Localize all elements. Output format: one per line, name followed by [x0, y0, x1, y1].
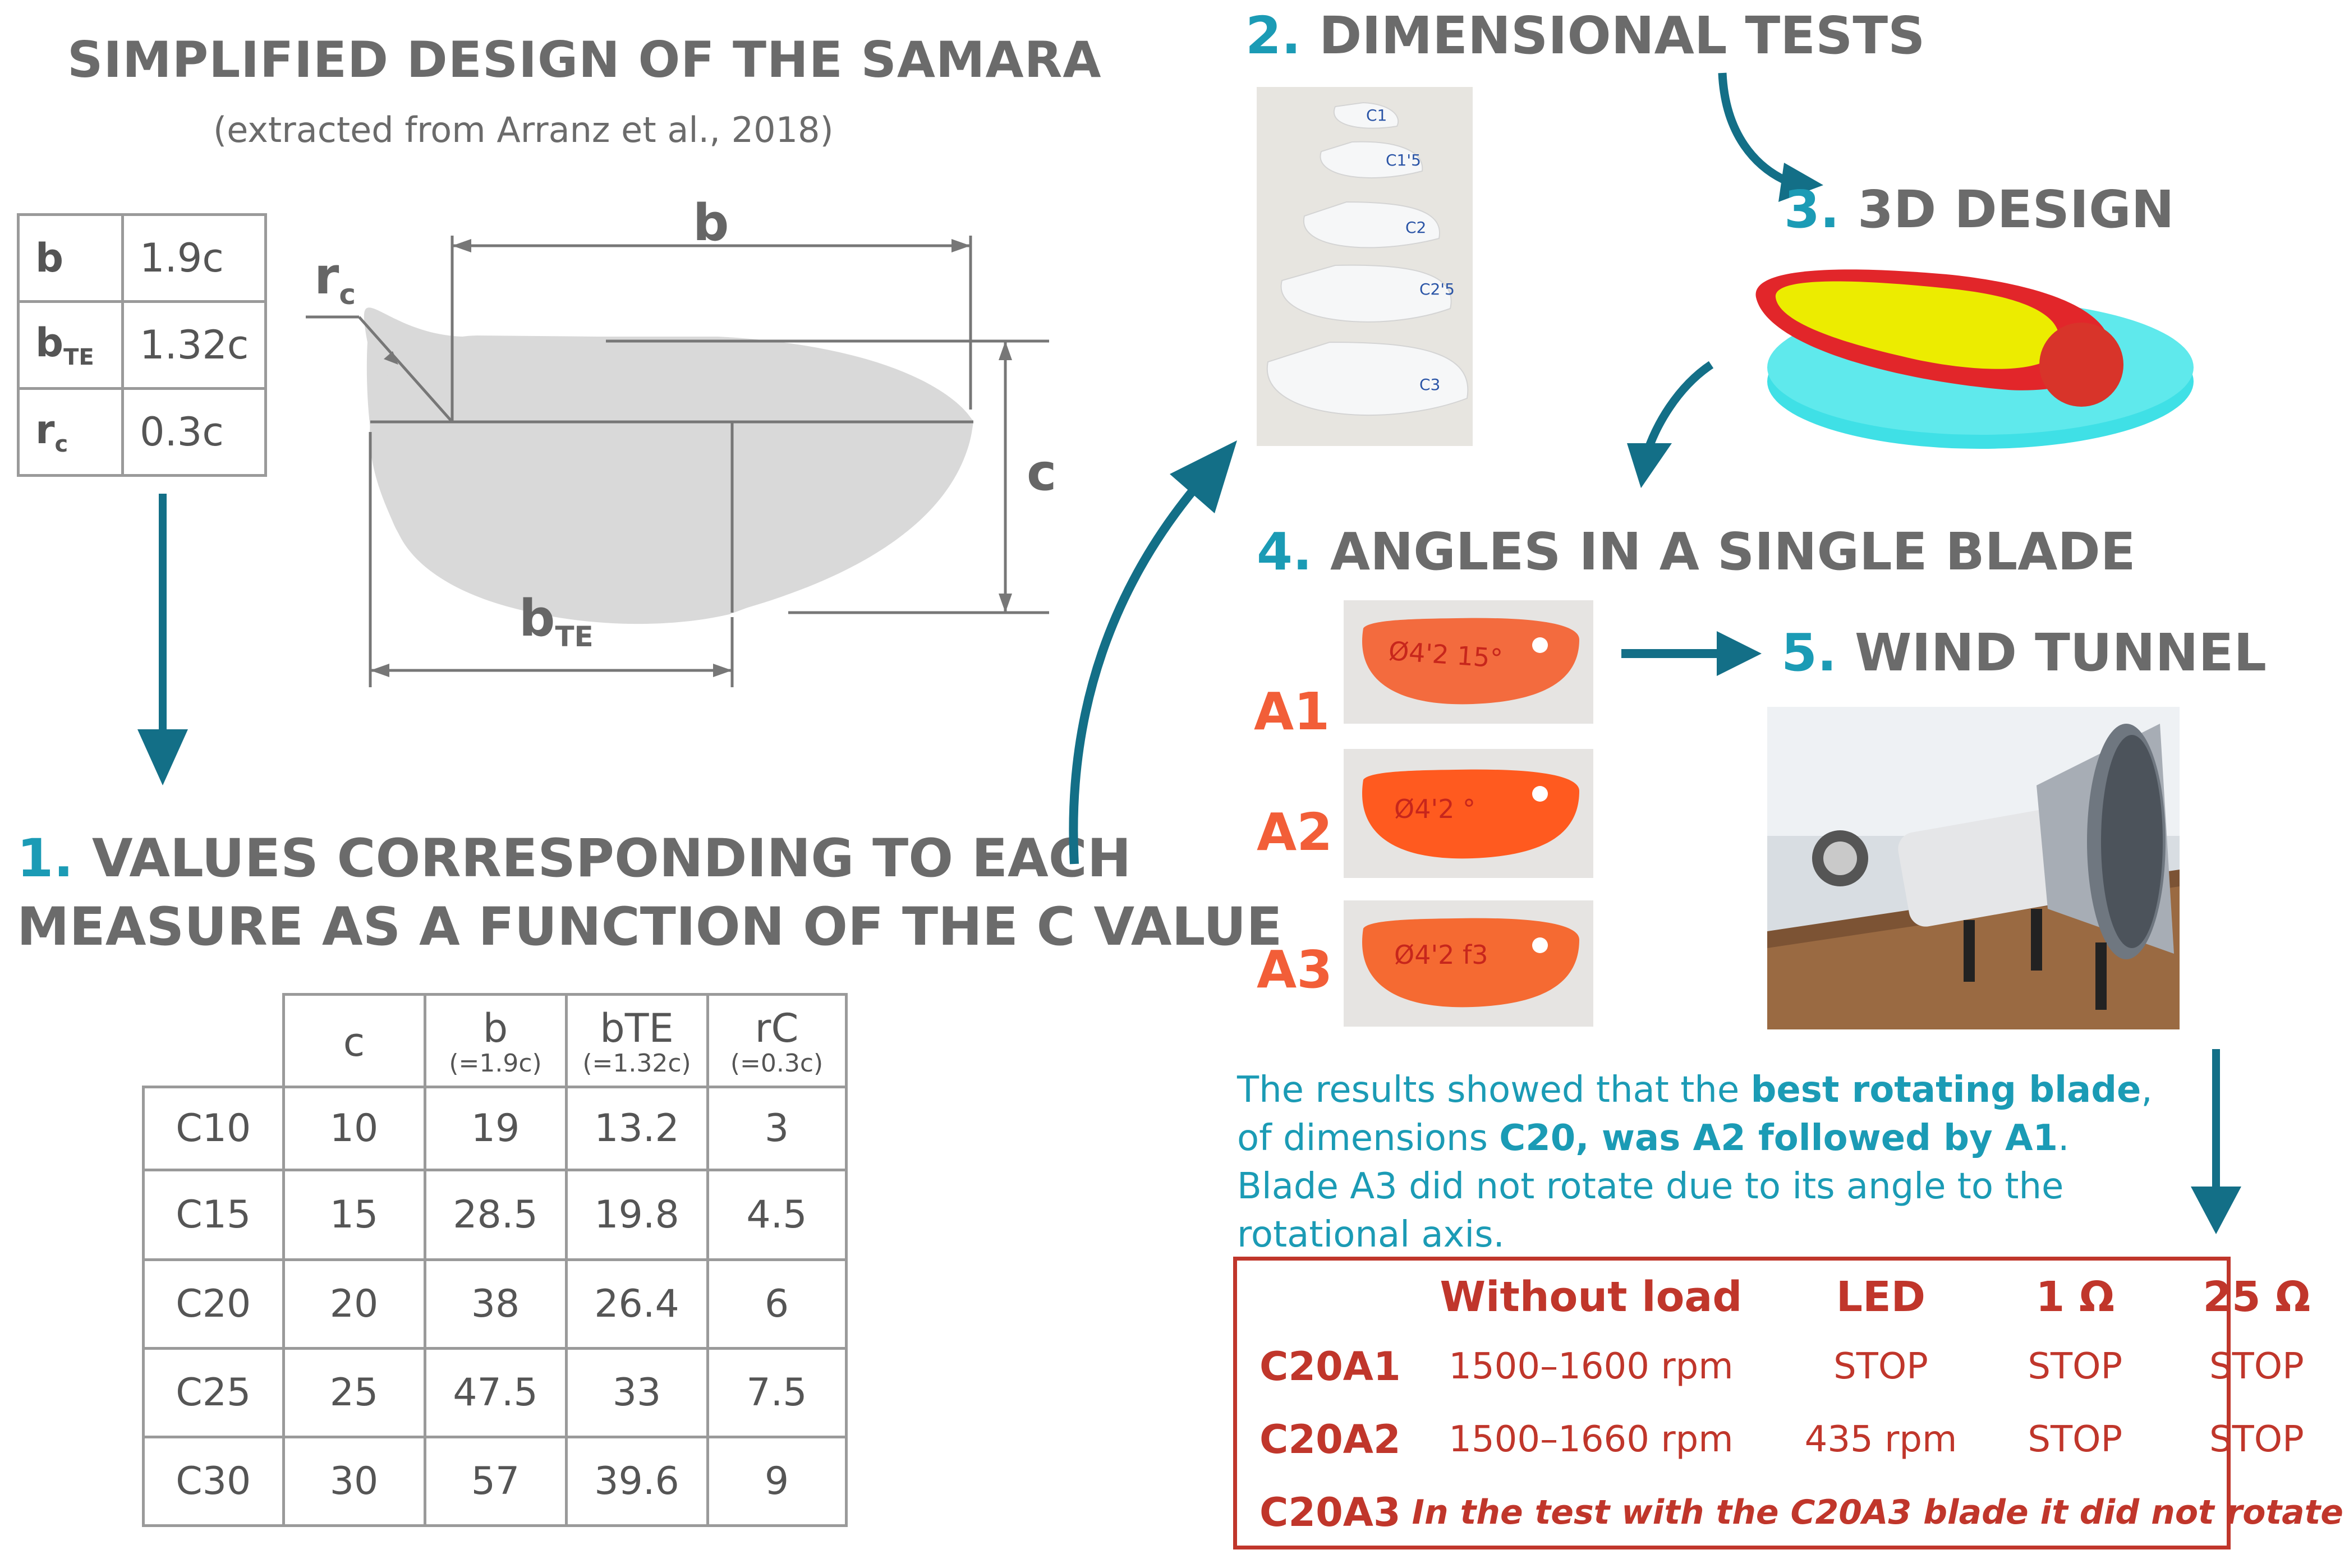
cell: 19.8 [566, 1170, 707, 1260]
row-label: C15 [144, 1170, 284, 1260]
samara-cutouts [1257, 87, 1473, 446]
step2-title: 2. DIMENSIONAL TESTS [1245, 6, 1925, 66]
header-rc: rC (=0.3c) [707, 995, 846, 1087]
results-row-label: C20A3 [1259, 1489, 1401, 1535]
row-label: C20 [144, 1260, 284, 1349]
header-c: c [283, 995, 425, 1087]
cell: 20 [283, 1260, 425, 1349]
blade-ink: Ø4'2 f3 [1394, 940, 1488, 970]
results-row [1237, 1330, 2349, 1403]
results-cell: STOP [2028, 1346, 2123, 1387]
cell: 39.6 [566, 1437, 707, 1526]
blade-label-a3: A3 [1257, 940, 1333, 1000]
cell: 4.5 [707, 1170, 846, 1260]
table-row [144, 1170, 847, 1260]
results-header-blank [1237, 1264, 1406, 1330]
table-row [144, 1349, 847, 1437]
blade-photo-a1 [1344, 600, 1593, 724]
cutout-label: C2 [1405, 218, 1427, 237]
cell: 15 [283, 1170, 425, 1260]
samara-diagram [292, 191, 1088, 696]
results-cell: STOP [2209, 1346, 2304, 1387]
cutout-label: C2'5 [1419, 280, 1455, 298]
label-rc: $r_c$ [314, 247, 356, 311]
cell: 25 [283, 1349, 425, 1437]
results-cell: STOP [2028, 1419, 2123, 1460]
cell: 26.4 [566, 1260, 707, 1349]
results-box [1233, 1257, 2343, 1549]
step1-title: 1. VALUES CORRESPONDING TO EACH MEASURE AS A FUNCTION OF THE C VALUE [17, 828, 1282, 958]
cell: 19 [425, 1087, 566, 1170]
dimensional-tests-photo [1257, 87, 1473, 446]
results-row-label: C20A1 [1259, 1344, 1401, 1390]
design-source: (extracted from Arranz et al., 2018) [213, 109, 834, 150]
ratio-row [19, 389, 266, 476]
ratio-key: $b_{TE}$ [19, 302, 123, 389]
table-row [144, 1260, 847, 1349]
label-bte: $b_{TE}$ [519, 589, 594, 653]
results-cell: STOP [1833, 1346, 1928, 1387]
cell: 10 [283, 1087, 425, 1170]
table-row [144, 1087, 847, 1170]
cutout-label: C1'5 [1386, 151, 1421, 169]
label-c: c [1027, 443, 1057, 502]
3d-design-render [1717, 264, 2199, 477]
results-header: 1 Ω [2035, 1273, 2114, 1321]
ratio-value: 1.9c [123, 215, 266, 302]
wind-tunnel-photo [1767, 707, 2180, 1029]
ratio-value: 0.3c [123, 389, 266, 476]
blade-ink: Ø4'2 15° [1387, 635, 1504, 674]
results-cell: 1500–1600 rpm [1449, 1346, 1734, 1387]
results-header: Without load [1440, 1273, 1743, 1321]
row-label: C10 [144, 1087, 284, 1170]
table-row [144, 1437, 847, 1526]
results-cell: STOP [2209, 1419, 2304, 1460]
cell: 57 [425, 1437, 566, 1526]
header-bte: bTE (=1.32c) [566, 995, 707, 1087]
ratio-table [17, 213, 267, 477]
results-row-label: C20A2 [1259, 1417, 1401, 1463]
blade-label-a1: A1 [1254, 682, 1330, 742]
design-title: SIMPLIFIED DESIGN OF THE SAMARA [67, 31, 1102, 89]
ratio-key: $r_c$ [19, 389, 123, 476]
header-blank [144, 995, 284, 1087]
cutout-label: C3 [1419, 375, 1441, 394]
blade-photo-a2 [1344, 749, 1593, 878]
ratio-key: b [19, 215, 123, 302]
cell: 6 [707, 1260, 846, 1349]
cutout-label: C1 [1366, 106, 1387, 125]
results-header-row [1237, 1264, 2349, 1330]
cell: 30 [283, 1437, 425, 1526]
results-header: 25 Ω [2203, 1273, 2311, 1321]
cell: 47.5 [425, 1349, 566, 1437]
results-text: The results showed that the best rotating blade, of dimensions C20, was A2 followed by A1. Blade A3 did not rotate due to its angle to the rotational axis. [1237, 1069, 2153, 1256]
blade-ink: Ø4'2 ° [1394, 794, 1476, 824]
arrow-curve-up [1055, 426, 1268, 875]
ratio-row [19, 302, 266, 389]
row-label: C30 [144, 1437, 284, 1526]
results-cell: 1500–1660 rpm [1449, 1419, 1734, 1460]
header-b: b (=1.9c) [425, 995, 566, 1087]
results-cell: 435 rpm [1804, 1419, 1957, 1460]
ratio-value: 1.32c [123, 302, 266, 389]
blade-photo-a3 [1344, 900, 1593, 1027]
cell: 28.5 [425, 1170, 566, 1260]
cell: 7.5 [707, 1349, 846, 1437]
row-label: C25 [144, 1349, 284, 1437]
ratio-row [19, 215, 266, 302]
arrow-3-to-4 [1616, 359, 1717, 494]
values-header-row [144, 995, 847, 1087]
results-row [1237, 1403, 2349, 1476]
step4-title: 4. ANGLES IN A SINGLE BLADE [1257, 522, 2136, 582]
step3-title: 3. 3D DESIGN [1784, 180, 2175, 240]
results-header: LED [1836, 1273, 1926, 1321]
label-b: b [693, 194, 729, 252]
step5-title: 5. WIND TUNNEL [1781, 623, 2267, 683]
cell: 33 [566, 1349, 707, 1437]
values-table [142, 993, 848, 1527]
cell: 9 [707, 1437, 846, 1526]
results-note: In the test with the C20A3 blade it did not rotate [1412, 1493, 2343, 1532]
arrow-down-left [137, 494, 188, 797]
arrow-4-to-5 [1621, 631, 1767, 676]
results-table [1237, 1264, 2349, 1549]
results-row [1237, 1476, 2349, 1549]
cell: 38 [425, 1260, 566, 1349]
cell: 3 [707, 1087, 846, 1170]
arrow-2-to-3 [1706, 67, 1829, 191]
arrow-down-right [2188, 1049, 2244, 1240]
cell: 13.2 [566, 1087, 707, 1170]
blade-label-a2: A2 [1257, 802, 1333, 862]
